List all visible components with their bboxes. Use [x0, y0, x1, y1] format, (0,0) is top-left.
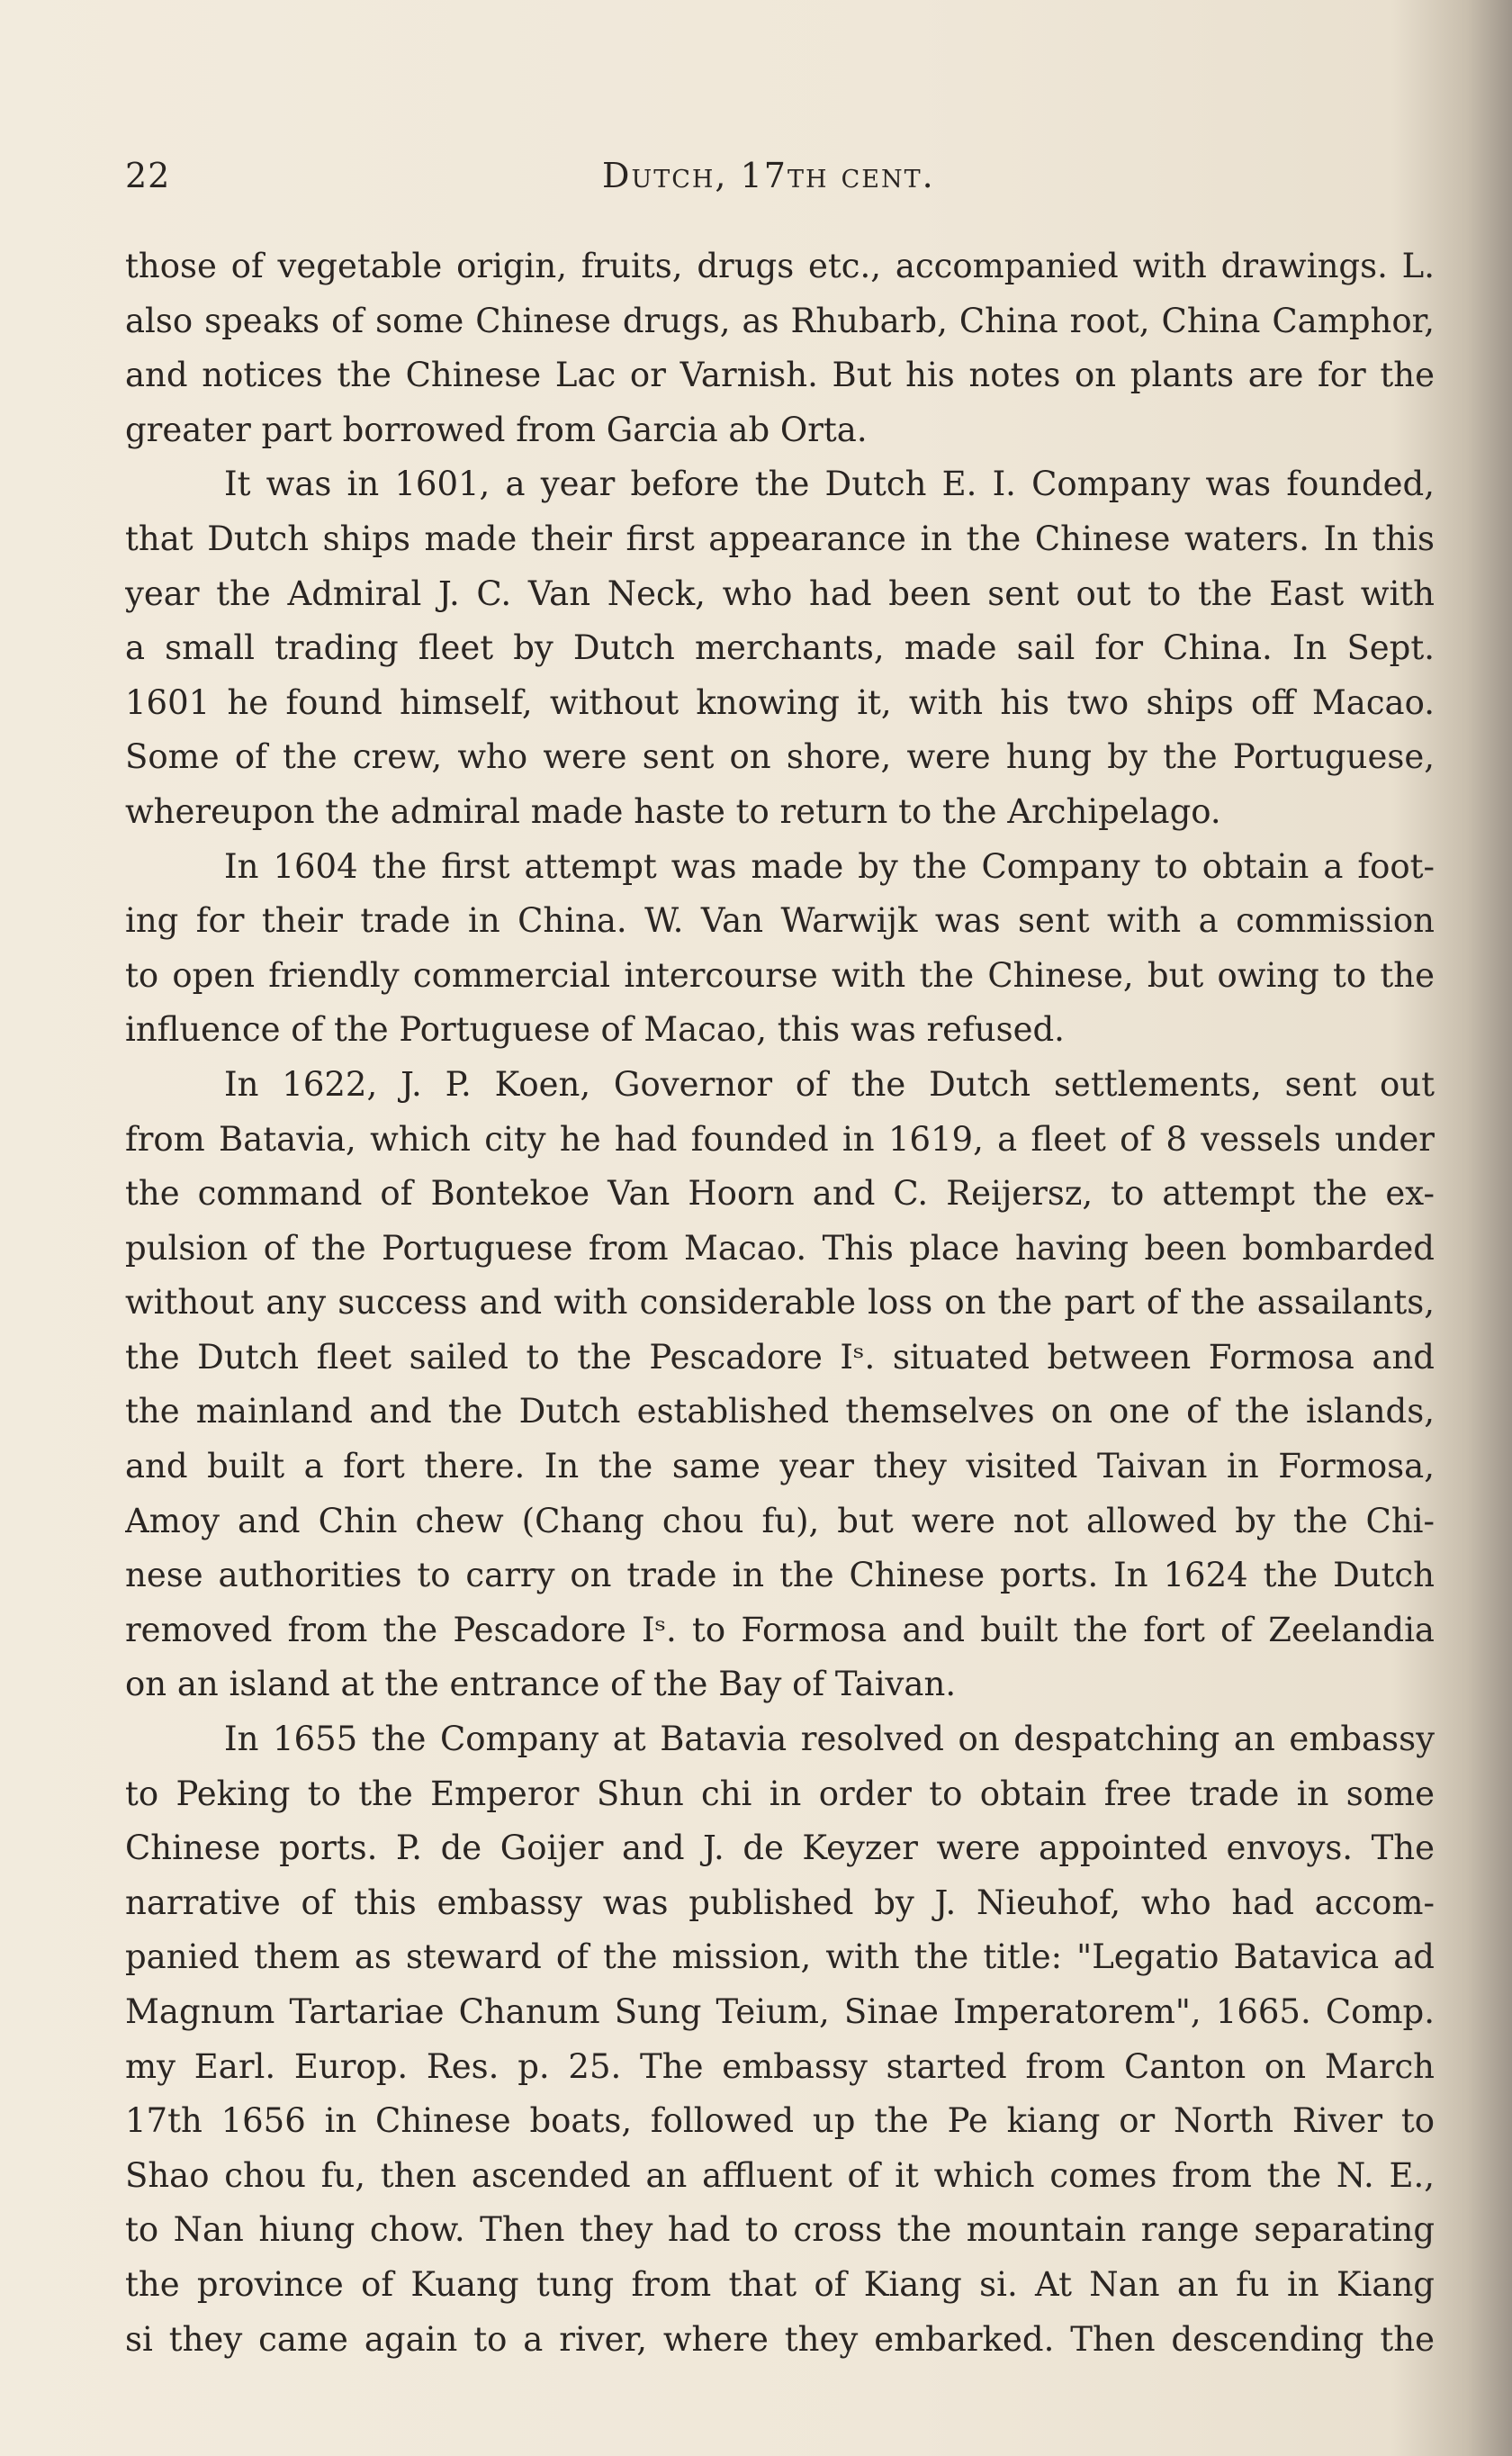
text-line: and built a fort there. In the same year they visited Taivan in Formosa,: [125, 1447, 1435, 1486]
text-line: the mainland and the Dutch established themselves on one of the islands,: [125, 1392, 1435, 1431]
text-line: the Dutch fleet sailed to the Pescadore Iˢ. situated between Formosa and: [125, 1337, 1435, 1377]
text-line: my Earl. Europ. Res. p. 25. The embassy started from Canton on March: [125, 2046, 1435, 2086]
text-line: Some of the crew, who were sent on shore, were hung by the Portuguese,: [125, 737, 1435, 777]
text-line: In 1604 the first attempt was made by the Company to obtain a foot-: [224, 846, 1435, 886]
text-line: narrative of this embassy was published by J. Nieuhof, who had accom-: [125, 1883, 1435, 1922]
running-head: Dutch, 17th cent.: [602, 156, 935, 195]
text-line: to Peking to the Emperor Shun chi in order to obtain free trade in some: [125, 1774, 1435, 1813]
text-line: to open friendly commercial intercourse with the Chinese, but owing to the: [125, 955, 1435, 995]
text-line: ing for their trade in China. W. Van Warwijk was sent with a commission: [125, 901, 1435, 941]
text-line: also speaks of some Chinese drugs, as Rhubarb, China root, China Camphor,: [125, 301, 1435, 340]
text-line: 17th 1656 in Chinese boats, followed up the Pe kiang or North River to: [125, 2101, 1435, 2141]
text-line: year the Admiral J. C. Van Neck, who had been sent out to the East with: [125, 573, 1435, 613]
text-line: In 1622, J. P. Koen, Governor of the Dutch settlements, sent out: [224, 1064, 1435, 1104]
text-line: whereupon the admiral made haste to return to the Archipelago.: [125, 791, 1221, 831]
text-line: those of vegetable origin, fruits, drugs etc., accompanied with drawings. L.: [125, 247, 1435, 285]
text-line: to Nan hiung chow. Then they had to cross the mountain range separating: [125, 2210, 1435, 2250]
text-line: nese authorities to carry on trade in the Chinese ports. In 1624 the Dutch: [125, 1556, 1435, 1595]
text-line: greater part borrowed from Garcia ab Orta.: [125, 410, 868, 449]
text-line: that Dutch ships made their first appearance in the Chinese waters. In this: [125, 519, 1435, 558]
text-line: and notices the Chinese Lac or Varnish. But his notes on plants are for the: [125, 356, 1435, 395]
text-line: Magnum Tartariae Chanum Sung Teium, Sinae Imperatorem", 1665. Comp.: [125, 1992, 1435, 2031]
text-line: In 1655 the Company at Batavia resolved on despatching an embassy: [224, 1720, 1435, 1759]
text-line: removed from the Pescadore Iˢ. to Formosa and built the fort of Zeelandia: [125, 1610, 1435, 1649]
text-line: the command of Bontekoe Van Hoorn and C. Reijersz, to attempt the ex-: [125, 1174, 1435, 1214]
text-line: the province of Kuang tung from that of Kiang si. At Nan an fu in Kiang: [125, 2264, 1435, 2304]
body-text: [125, 239, 1435, 2367]
text-line: si they came again to a river, where they embarked. Then descending the: [125, 2319, 1435, 2359]
text-line: without any success and with considerable loss on the part of the assailants,: [125, 1283, 1435, 1323]
text-line: It was in 1601, a year before the Dutch E. I. Company was founded,: [224, 465, 1435, 504]
text-line: Shao chou fu, then ascended an affluent of it which comes from the N. E.,: [125, 2155, 1435, 2195]
text-line: from Batavia, which city he had founded in 1619, a fleet of 8 vessels under: [125, 1119, 1435, 1159]
text-line: 1601 he found himself, without knowing it, with his two ships off Macao.: [125, 682, 1435, 722]
text-line: influence of the Portuguese of Macao, this was refused.: [125, 1010, 1065, 1050]
page-number: 22: [125, 156, 171, 195]
text-line: pulsion of the Portuguese from Macao. This place having been bombarded: [125, 1228, 1435, 1268]
text-line: Amoy and Chin chew (Chang chou fu), but were not allowed by the Chi-: [125, 1501, 1435, 1540]
text-line: on an island at the entrance of the Bay of Taivan.: [125, 1665, 957, 1704]
text-line: Chinese ports. P. de Goijer and J. de Keyzer were appointed envoys. The: [125, 1828, 1435, 1868]
text-line: panied them as steward of the mission, with the title: "Legatio Batavica ad: [125, 1937, 1435, 1977]
page-header: [125, 149, 1435, 203]
text-line: a small trading fleet by Dutch merchants, made sail for China. In Sept.: [125, 628, 1435, 668]
